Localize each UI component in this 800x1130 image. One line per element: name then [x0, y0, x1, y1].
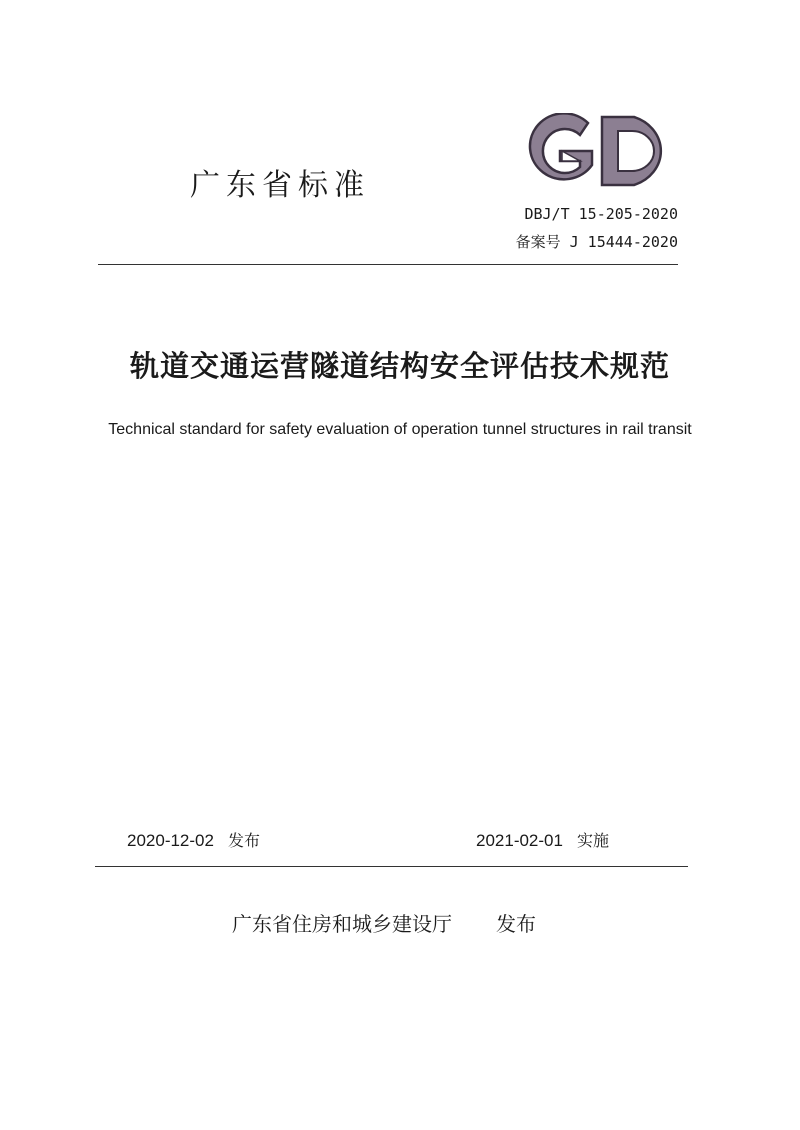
top-divider	[98, 264, 678, 265]
gd-logo	[514, 113, 680, 189]
province-standard-label: 广东省标准	[190, 168, 370, 203]
issuer-name: 广东省住房和城乡建设厅	[232, 912, 452, 936]
logo-letter-g	[530, 113, 592, 179]
standard-code: DBJ/T 15-205-2020	[524, 205, 678, 223]
title-english: Technical standard for safety evaluation of operation tunnel structures in rail transit	[108, 421, 692, 438]
effective-date-row	[476, 828, 609, 851]
logo-letter-d	[602, 117, 661, 185]
record-number: 备案号 J 15444-2020	[515, 233, 678, 251]
effective-label: 实施	[576, 831, 609, 850]
issuer-action: 发布	[496, 912, 536, 936]
effective-date: 2021-02-01	[476, 831, 563, 850]
issuer-line	[232, 908, 536, 937]
bottom-divider	[95, 866, 688, 867]
title-chinese: 轨道交通运营隧道结构安全评估技术规范	[129, 349, 670, 383]
publish-date: 2020-12-02	[127, 831, 214, 850]
publish-label: 发布	[227, 831, 260, 850]
publish-date-row	[127, 828, 260, 851]
